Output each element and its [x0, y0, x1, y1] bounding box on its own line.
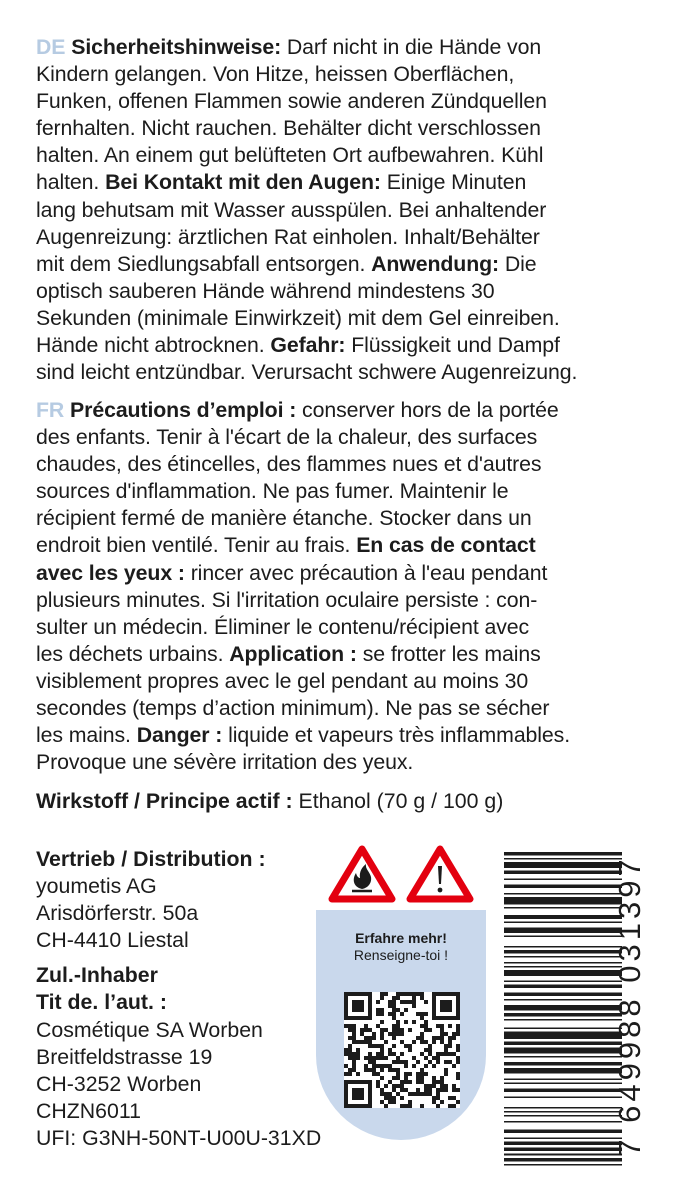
text-line — [36, 34, 640, 61]
text-segment: récipient fermé de manière étanche. Stocker dans un — [36, 506, 532, 531]
section-heading: En cas de contact — [356, 533, 536, 558]
text-line — [36, 169, 640, 196]
registration-number: CHZN6011 — [36, 1098, 141, 1123]
text-segment: fernhalten. Nicht rauchen. Behälter dicht verschlossen — [36, 116, 541, 141]
section-heading: Bei Kontakt mit den Augen: — [105, 170, 381, 195]
text-segment: secondes (temps d’action minimum). Ne pas se sécher — [36, 696, 550, 721]
text-line — [36, 722, 640, 749]
text-segment: chaudes, des étincelles, des flammes nues et d'autres — [36, 452, 542, 477]
text-segment: visiblement propres avec le gel pendant au moins 30 — [36, 668, 529, 693]
text-segment: liquide et vapeurs très inflammables. — [222, 723, 571, 748]
section-heading: Gefahr: — [270, 333, 346, 358]
section-heading: Danger : — [136, 723, 223, 748]
text-segment: plusieurs minutes. Si l'irritation oculaire persiste : con- — [36, 587, 538, 612]
text-line — [36, 695, 640, 722]
active-ingredient — [36, 788, 503, 815]
text-line — [36, 197, 640, 224]
text-segment: Sekunden (minimale Einwirkzeit) mit dem Gel einreiben. — [36, 305, 560, 330]
text-segment: Hände nicht abtrocknen. — [36, 333, 271, 358]
exclamation-hazard-icon — [410, 849, 470, 899]
language-tag: FR — [36, 398, 65, 422]
text-segment: Kindern gelangen. Von Hitze, heissen Oberflächen, — [36, 62, 515, 87]
text-line — [36, 142, 640, 169]
text-line — [36, 397, 640, 424]
text-line — [36, 305, 640, 332]
text-segment: Die — [499, 251, 537, 276]
learn-more-de: Erfahre mehr! — [355, 930, 447, 946]
section-heading: Précautions d’emploi : — [70, 398, 297, 422]
section-heading: Sicherheitshinweise: — [71, 35, 282, 59]
barcode-number: 7 649988 031397 — [612, 855, 647, 1157]
text-segment: Augenreizung: ärztlichen Rat einholen. Inhalt/Behälter — [36, 224, 540, 249]
text-line — [36, 224, 640, 251]
active-ingredient-value: Ethanol (70 g / 100 g) — [292, 789, 504, 813]
text-line — [36, 88, 640, 115]
text-segment: des enfants. Tenir à l'écart de la chaleur, des surfaces — [36, 425, 538, 450]
text-line — [36, 505, 640, 532]
text-segment: halten. An einem gut belüfteten Ort aufbewahren. Kühl — [36, 143, 544, 168]
safety-section-fr — [36, 397, 640, 776]
distribution-heading: Vertrieb / Distribution : — [36, 847, 266, 871]
section-heading: Anwendung: — [371, 251, 500, 276]
qr-code[interactable] — [344, 992, 460, 1108]
text-line — [36, 532, 640, 559]
info-panel — [316, 910, 486, 1140]
text-line — [36, 278, 640, 305]
language-tag: DE — [36, 35, 66, 59]
text-segment: les déchets urbains. — [36, 641, 230, 666]
text-line — [36, 115, 640, 142]
text-line — [36, 641, 640, 668]
active-ingredient-label: Wirkstoff / Principe actif : — [36, 789, 293, 813]
text-segment: Flüssigkeit und Dampf — [345, 333, 560, 358]
distributor-city: CH-4410 Liestal — [36, 928, 189, 953]
text-line — [36, 359, 640, 386]
text-segment: sulter un médecin. Éliminer le contenu/récipient avec — [36, 614, 530, 639]
text-line — [36, 560, 640, 587]
distribution-block — [36, 846, 321, 1152]
text-line — [36, 251, 640, 278]
text-line — [36, 614, 640, 641]
text-segment: mit dem Siedlungsabfall entsorgen. — [36, 251, 372, 276]
holder-heading-fr: Tit de. l’aut. : — [36, 990, 167, 1015]
safety-section-de — [36, 34, 640, 386]
text-segment: optisch sauberen Hände während mindestens 30 — [36, 278, 495, 303]
text-line — [36, 451, 640, 478]
learn-more-fr: Renseigne-toi ! — [353, 947, 449, 963]
text-line — [36, 668, 640, 695]
text-segment: endroit bien ventilé. Tenir au frais. — [36, 533, 357, 558]
text-segment: sources d'inflammation. Ne pas fumer. Maintenir le — [36, 479, 509, 504]
text-segment: Provoque une sévère irritation des yeux. — [36, 750, 414, 775]
text-segment: rincer avec précaution à l'eau pendant — [184, 560, 548, 585]
text-line — [36, 61, 640, 88]
text-segment: sind leicht entzündbar. Verursacht schwere Augenreizung. — [36, 360, 578, 385]
text-segment: Einige Minuten — [380, 170, 527, 195]
text-line — [36, 749, 640, 776]
distributor-name: youmetis AG — [36, 874, 157, 899]
holder-street: Breitfeldstrasse 19 — [36, 1044, 213, 1069]
text-line — [36, 478, 640, 505]
holder-city: CH-3252 Worben — [36, 1071, 202, 1096]
text-segment: se frotter les mains — [356, 641, 541, 666]
text-segment: lang behutsam mit Wasser ausspülen. Bei anhaltender — [36, 197, 547, 222]
text-line — [36, 424, 640, 451]
text-segment: halten. — [36, 170, 106, 195]
text-segment: Darf nicht in die Hände von — [281, 35, 542, 59]
holder-name: Cosmétique SA Worben — [36, 1017, 263, 1042]
holder-heading-de: Zul.-Inhaber — [36, 963, 158, 988]
section-heading: avec les yeux : — [36, 560, 185, 585]
text-segment: les mains. — [36, 723, 137, 748]
text-line — [36, 332, 640, 359]
text-line — [36, 587, 640, 614]
hazard-pictograms — [326, 845, 482, 903]
section-heading: Application : — [229, 641, 357, 666]
ufi-code: UFI: G3NH-50NT-U00U-31XD — [36, 1125, 322, 1150]
distributor-street: Arisdörferstr. 50a — [36, 901, 199, 926]
text-segment: conserver hors de la portée — [296, 398, 559, 422]
flame-hazard-icon — [332, 849, 392, 899]
text-segment: Funken, offenen Flammen sowie anderen Zündquellen — [36, 89, 547, 114]
